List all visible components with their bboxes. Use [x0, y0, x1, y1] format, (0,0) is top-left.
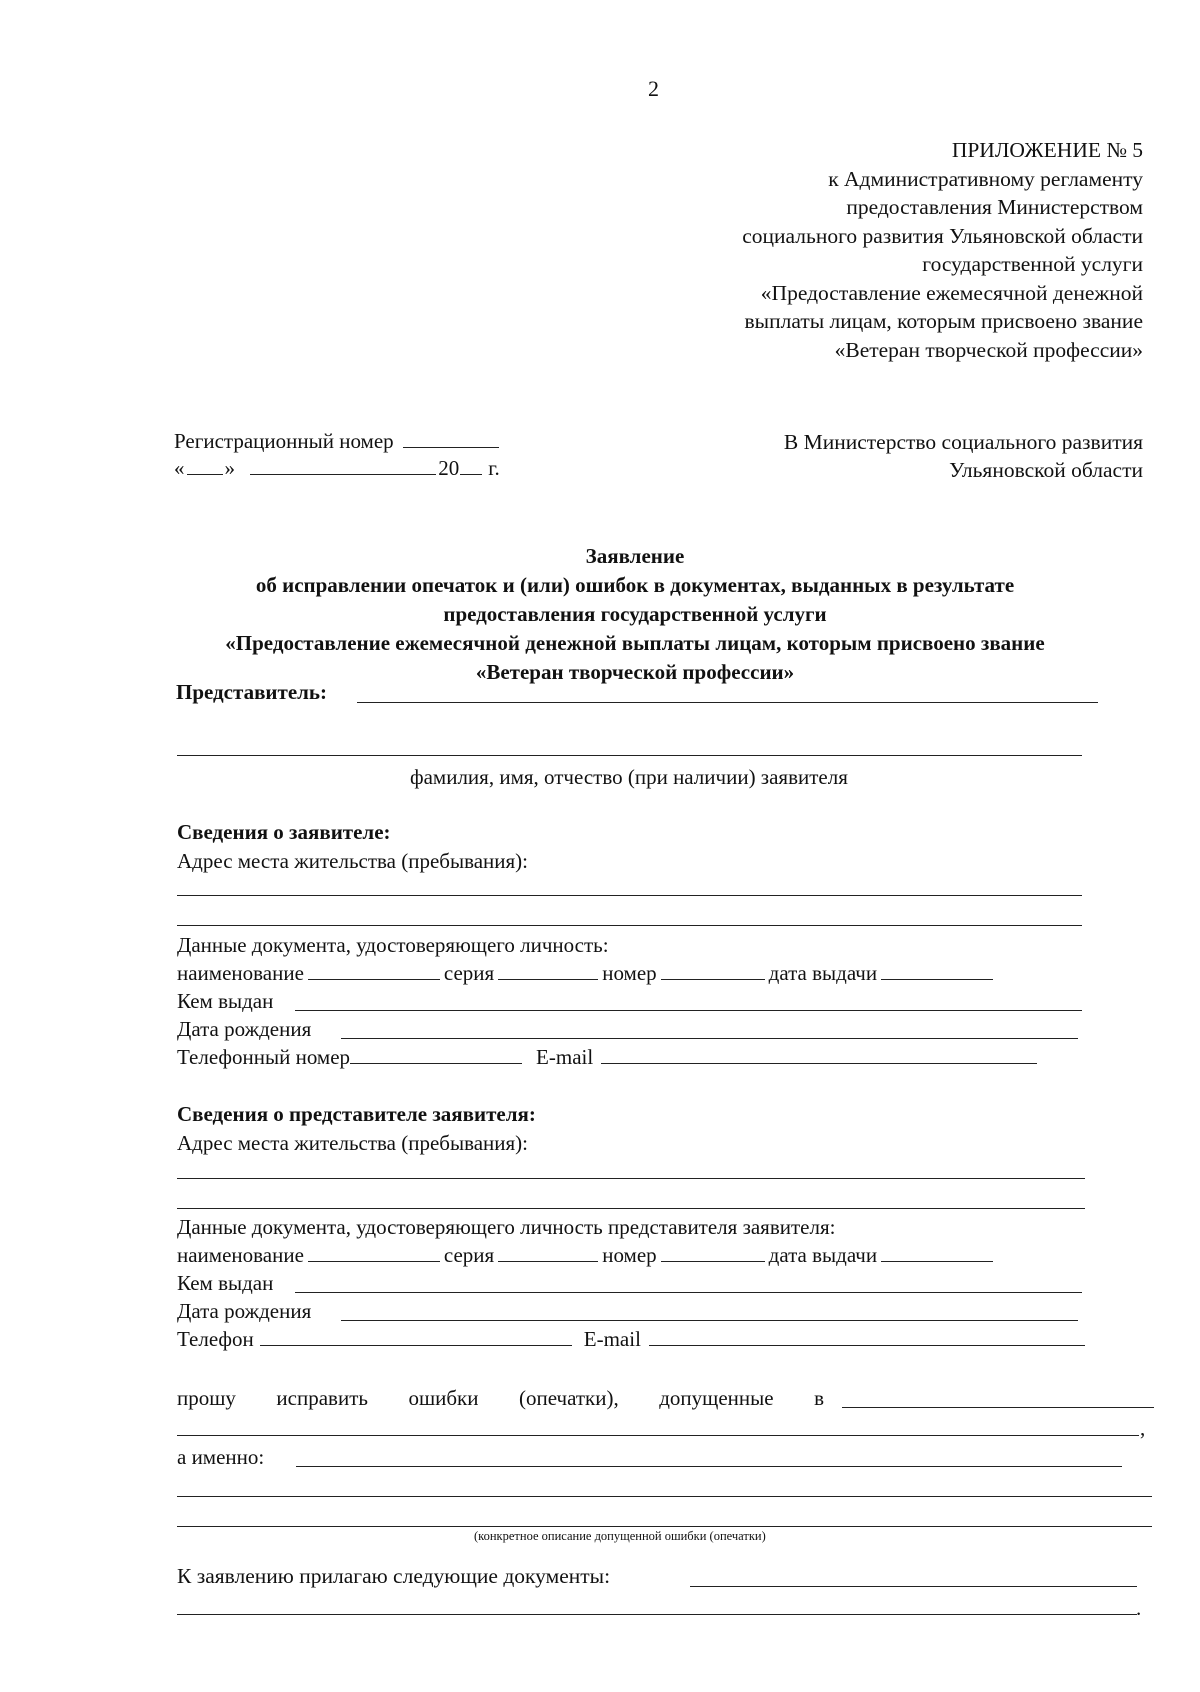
appendix-block	[742, 136, 1143, 364]
applicant-section-title: Сведения о заявителе:	[177, 820, 391, 844]
representative-birth-date-label: Дата рождения	[177, 1299, 312, 1323]
request-word: ошибки	[408, 1386, 479, 1410]
request-word: исправить	[276, 1386, 368, 1410]
registration-month-field[interactable]	[250, 458, 436, 475]
addressee-line: Ульяновской области	[949, 458, 1143, 482]
heading-line: Заявление	[585, 544, 685, 568]
heading-line: «Ветеран творческой профессии»	[475, 660, 795, 684]
attachments-label: К заявлению прилагаю следующие документы:	[177, 1564, 611, 1588]
representative-doc-number-field[interactable]	[661, 1245, 765, 1262]
applicant-issued-by-field[interactable]	[295, 1010, 1082, 1011]
representative-address-field[interactable]	[177, 1178, 1085, 1179]
doc-number-label: номер	[602, 1243, 657, 1267]
email-label: E-mail	[536, 1045, 594, 1069]
year-prefix: 20	[438, 456, 460, 480]
error-description-field[interactable]	[177, 1526, 1152, 1527]
heading-line: «Предоставление ежемесячной денежной выплаты лицам, которым присвоено звание	[225, 631, 1045, 655]
addressee-line: В Министерство социального развития	[783, 430, 1143, 454]
applicant-doc-row	[177, 963, 997, 984]
heading-line: об исправлении опечаток и (или) ошибок в документах, выданных в результате	[255, 573, 1015, 597]
applicant-email-field[interactable]	[601, 1047, 1037, 1064]
applicant-birth-date-label: Дата рождения	[177, 1017, 312, 1041]
applicant-doc-series-field[interactable]	[498, 963, 598, 980]
appendix-line: государственной услуги	[922, 252, 1143, 276]
fio-field[interactable]	[177, 755, 1082, 756]
date-open-quote: «	[174, 456, 185, 480]
applicant-doc-name-field[interactable]	[308, 963, 440, 980]
phone-label: Телефонный номер	[177, 1045, 351, 1069]
date-close-quote: »	[224, 456, 235, 480]
namely-label: а именно:	[177, 1445, 265, 1469]
appendix-line: «Предоставление ежемесячной денежной	[760, 280, 1143, 305]
appendix-line: выплаты лицам, которым присвоено звание	[744, 309, 1143, 333]
doc-issue-date-label: дата выдачи	[768, 961, 878, 985]
error-description-field[interactable]	[177, 1496, 1152, 1497]
representative-doc-label: Данные документа, удостоверяющего личность представителя заявителя:	[177, 1215, 836, 1239]
representative-phone-field[interactable]	[260, 1329, 572, 1346]
attachments-field[interactable]	[690, 1586, 1137, 1587]
phone-label: Телефон	[177, 1327, 254, 1351]
appendix-line: к Административному регламенту	[828, 166, 1143, 191]
representative-doc-name-field[interactable]	[308, 1245, 440, 1262]
representative-label: Представитель:	[176, 680, 328, 704]
representative-issued-by-field[interactable]	[295, 1292, 1082, 1293]
representative-doc-row	[177, 1245, 997, 1266]
applicant-doc-label: Данные документа, удостоверяющего личность:	[177, 933, 609, 957]
applicant-address-field[interactable]	[177, 925, 1082, 926]
year-suffix: г.	[488, 456, 500, 480]
page-number: 2	[648, 76, 659, 101]
doc-series-label: серия	[443, 1243, 495, 1267]
applicant-doc-number-field[interactable]	[661, 963, 765, 980]
applicant-phone-field[interactable]	[350, 1047, 522, 1064]
representative-issued-by-label: Кем выдан	[177, 1271, 274, 1295]
representative-section-title: Сведения о представителе заявителя:	[177, 1102, 536, 1126]
request-document-field[interactable]	[177, 1435, 1139, 1436]
representative-birth-date-field[interactable]	[341, 1320, 1078, 1321]
appendix-line: предоставления Министерством	[846, 195, 1143, 219]
applicant-address-field[interactable]	[177, 895, 1082, 896]
document-heading	[150, 542, 1120, 687]
representative-address-field[interactable]	[177, 1208, 1085, 1209]
registration-day-field[interactable]	[187, 458, 223, 475]
appendix-line: социального развития Ульяновской области	[742, 223, 1143, 248]
applicant-contact-row	[177, 1047, 1041, 1068]
registration-number-row	[174, 431, 503, 452]
heading-line: предоставления государственной услуги	[443, 602, 827, 626]
doc-name-label: наименование	[177, 961, 304, 985]
request-word: прошу	[177, 1386, 236, 1410]
registration-year-field[interactable]	[460, 458, 482, 475]
representative-field[interactable]	[357, 702, 1098, 703]
error-description-field[interactable]	[296, 1466, 1122, 1467]
request-word: допущенные	[659, 1386, 774, 1410]
doc-number-label: номер	[602, 961, 657, 985]
applicant-doc-issue-date-field[interactable]	[881, 963, 993, 980]
appendix-title: ПРИЛОЖЕНИЕ № 5	[951, 138, 1143, 162]
attachments-end-period: .	[1136, 1596, 1142, 1620]
email-label: E-mail	[583, 1327, 641, 1351]
appendix-line: «Ветеран творческой профессии»	[834, 337, 1143, 362]
fio-caption: фамилия, имя, отчество (при наличии) заявителя	[410, 765, 848, 789]
addressee-block	[784, 428, 1143, 484]
request-word: (опечатки),	[519, 1386, 619, 1410]
registration-number-field[interactable]	[403, 431, 499, 448]
request-document-field[interactable]	[842, 1407, 1154, 1408]
applicant-birth-date-field[interactable]	[341, 1038, 1078, 1039]
representative-address-label: Адрес места жительства (пребывания):	[177, 1131, 529, 1155]
error-description-caption: (конкретное описание допущенной ошибки (опечатки)	[474, 1529, 766, 1543]
registration-date-row	[174, 458, 500, 479]
doc-issue-date-label: дата выдачи	[768, 1243, 878, 1267]
attachments-field[interactable]	[177, 1614, 1137, 1615]
applicant-address-label: Адрес места жительства (пребывания):	[177, 849, 529, 873]
representative-email-field[interactable]	[649, 1329, 1085, 1346]
representative-doc-series-field[interactable]	[498, 1245, 598, 1262]
doc-name-label: наименование	[177, 1243, 304, 1267]
request-comma: ,	[1140, 1416, 1146, 1440]
representative-contact-row	[177, 1329, 1089, 1350]
representative-doc-issue-date-field[interactable]	[881, 1245, 993, 1262]
doc-series-label: серия	[443, 961, 495, 985]
registration-number-label: Регистрационный номер	[174, 429, 394, 453]
applicant-issued-by-label: Кем выдан	[177, 989, 274, 1013]
request-word: в	[814, 1386, 824, 1410]
request-sentence	[177, 1388, 824, 1409]
